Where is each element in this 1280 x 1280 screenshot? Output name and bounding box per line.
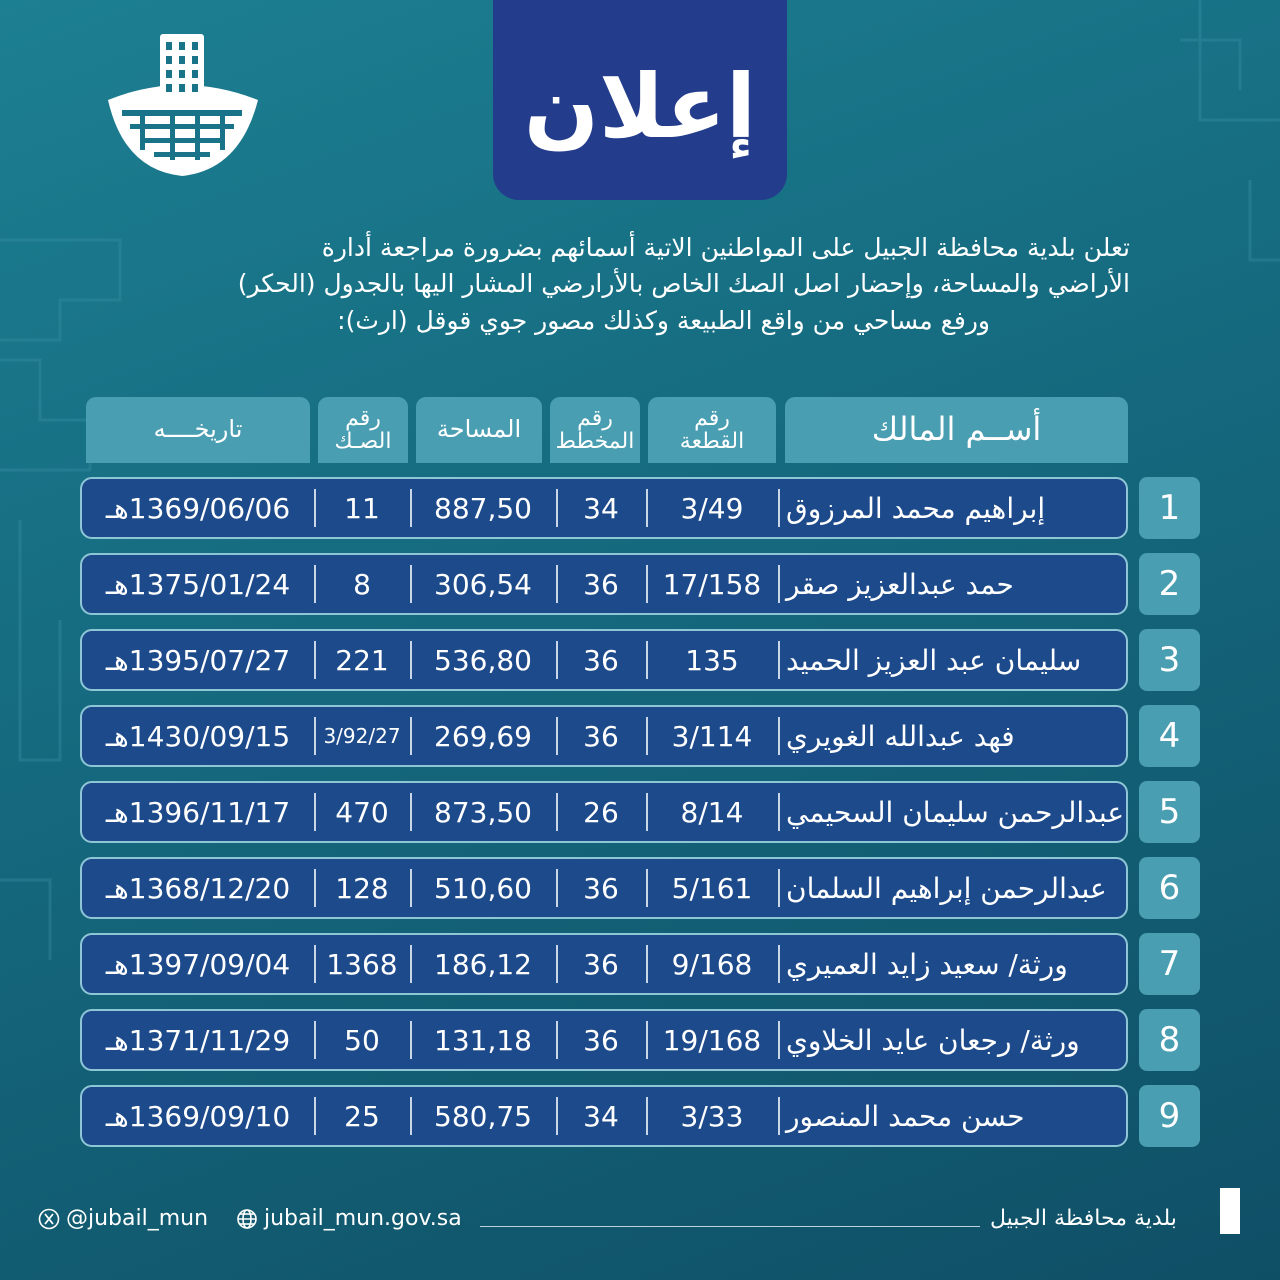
column-divider bbox=[646, 717, 648, 755]
plan-cell: 36 bbox=[583, 1023, 619, 1057]
owner-name: سليمان عبد العزيز الحميد bbox=[786, 643, 1082, 677]
column-divider bbox=[410, 793, 412, 831]
row-number: 4 bbox=[1139, 705, 1200, 767]
column-divider bbox=[646, 641, 648, 679]
date-cell: 1375/01/24هـ bbox=[105, 567, 291, 601]
footer-municipality: بلدية محافظة الجبيل bbox=[990, 1206, 1177, 1231]
area-cell: 536,80 bbox=[434, 643, 532, 677]
table-row bbox=[80, 1085, 1128, 1147]
area-cell: 306,54 bbox=[434, 567, 532, 601]
column-divider bbox=[410, 945, 412, 983]
table-row bbox=[80, 781, 1128, 843]
owner-name: عبدالرحمن سليمان السحيمي bbox=[786, 795, 1125, 829]
column-divider bbox=[314, 641, 316, 679]
intro-line: الأراضي والمساحة، وإحضار اصل الصك الخاص بالأرارضي المشار اليها بالجدول (الحكر) bbox=[237, 269, 1130, 299]
column-divider bbox=[314, 1021, 316, 1059]
row-number: 5 bbox=[1139, 781, 1200, 843]
column-divider bbox=[314, 945, 316, 983]
social-handle: @jubail_mun bbox=[66, 1206, 209, 1231]
owner-name: حمد عبدالعزيز صقر bbox=[786, 567, 1014, 601]
plot-cell: 17/158 bbox=[662, 567, 762, 601]
column-divider bbox=[410, 489, 412, 527]
table-row bbox=[80, 1009, 1128, 1071]
column-divider bbox=[410, 565, 412, 603]
column-divider bbox=[646, 793, 648, 831]
row-number: 2 bbox=[1139, 553, 1200, 615]
area-cell: 873,50 bbox=[434, 795, 532, 829]
area-cell: 269,69 bbox=[434, 719, 532, 753]
date-cell: 1368/12/20هـ bbox=[105, 871, 291, 905]
owner-name: فهد عبدالله الغويري bbox=[786, 719, 1015, 753]
column-divider bbox=[778, 1021, 780, 1059]
table-row bbox=[80, 553, 1128, 615]
date-cell: 1430/09/15هـ bbox=[105, 719, 291, 753]
row-number: 1 bbox=[1139, 477, 1200, 539]
municipality-logo bbox=[100, 30, 265, 180]
column-divider bbox=[556, 717, 558, 755]
column-divider bbox=[646, 1097, 648, 1135]
owner-name: حسن محمد المنصور bbox=[786, 1099, 1025, 1133]
footer-social-link[interactable] bbox=[38, 1206, 208, 1231]
column-divider bbox=[314, 869, 316, 907]
deed-cell: 221 bbox=[335, 643, 389, 677]
deed-cell: 8 bbox=[353, 567, 371, 601]
table-row bbox=[80, 705, 1128, 767]
column-divider bbox=[556, 793, 558, 831]
column-divider bbox=[410, 1021, 412, 1059]
column-divider bbox=[646, 1021, 648, 1059]
column-divider bbox=[778, 641, 780, 679]
title-banner bbox=[493, 0, 787, 200]
page-title: إعلان bbox=[523, 55, 757, 158]
table-row bbox=[80, 933, 1128, 995]
column-divider bbox=[314, 565, 316, 603]
area-cell: 887,50 bbox=[434, 491, 532, 525]
plan-cell: 36 bbox=[583, 947, 619, 981]
column-divider bbox=[646, 945, 648, 983]
column-divider bbox=[778, 869, 780, 907]
area-cell: 131,18 bbox=[434, 1023, 532, 1057]
website-text: jubail_mun.gov.sa bbox=[264, 1206, 462, 1231]
header-owner: أســم المالك bbox=[785, 397, 1128, 463]
deed-cell: 470 bbox=[335, 795, 389, 829]
column-divider bbox=[778, 793, 780, 831]
column-divider bbox=[314, 717, 316, 755]
date-cell: 1396/11/17هـ bbox=[105, 795, 291, 829]
date-cell: 1371/11/29هـ bbox=[105, 1023, 291, 1057]
owner-name: إبراهيم محمد المرزوق bbox=[786, 491, 1046, 525]
column-divider bbox=[556, 641, 558, 679]
footer-divider bbox=[480, 1226, 980, 1227]
deed-cell: 25 bbox=[344, 1099, 380, 1133]
area-cell: 510,60 bbox=[434, 871, 532, 905]
table-row bbox=[80, 477, 1128, 539]
deed-cell: 3/92/27 bbox=[323, 724, 401, 748]
area-cell: 186,12 bbox=[434, 947, 532, 981]
date-cell: 1397/09/04هـ bbox=[105, 947, 291, 981]
column-divider bbox=[556, 869, 558, 907]
plan-cell: 36 bbox=[583, 871, 619, 905]
row-number: 9 bbox=[1139, 1085, 1200, 1147]
column-divider bbox=[314, 1097, 316, 1135]
footer bbox=[0, 1180, 1280, 1250]
owner-name: ورثة/ رجعان عايد الخلاوي bbox=[786, 1023, 1080, 1057]
header-date: تاريخــــه bbox=[86, 397, 310, 463]
column-divider bbox=[556, 1021, 558, 1059]
plot-cell: 5/161 bbox=[671, 871, 753, 905]
plot-cell: 19/168 bbox=[662, 1023, 762, 1057]
column-divider bbox=[556, 1097, 558, 1135]
date-cell: 1395/07/27هـ bbox=[105, 643, 291, 677]
deed-cell: 11 bbox=[344, 491, 380, 525]
column-divider bbox=[410, 869, 412, 907]
column-divider bbox=[778, 489, 780, 527]
column-divider bbox=[314, 489, 316, 527]
column-divider bbox=[778, 1097, 780, 1135]
plot-cell: 3/33 bbox=[680, 1099, 744, 1133]
plot-cell: 3/114 bbox=[671, 719, 753, 753]
area-cell: 580,75 bbox=[434, 1099, 532, 1133]
deed-cell: 128 bbox=[335, 871, 389, 905]
plot-cell: 135 bbox=[685, 643, 739, 677]
owner-name: ورثة/ سعيد زايد العميري bbox=[786, 947, 1068, 981]
plan-cell: 36 bbox=[583, 567, 619, 601]
intro-line: تعلن بلدية محافظة الجبيل على المواطنين الاتية أسمائهم بضرورة مراجعة أدارة bbox=[321, 233, 1130, 262]
plot-cell: 8/14 bbox=[680, 795, 744, 829]
column-divider bbox=[410, 641, 412, 679]
column-divider bbox=[646, 565, 648, 603]
date-cell: 1369/06/06هـ bbox=[105, 491, 291, 525]
intro-line: ورفع مساحي من واقع الطبيعة وكذلك مصور جوي قوقل (ارث): bbox=[337, 305, 990, 335]
globe-icon bbox=[236, 1208, 258, 1230]
header-plot-number: رقم القطعة bbox=[648, 397, 776, 463]
row-number: 8 bbox=[1139, 1009, 1200, 1071]
column-divider bbox=[646, 869, 648, 907]
column-divider bbox=[410, 717, 412, 755]
column-divider bbox=[778, 565, 780, 603]
column-divider bbox=[556, 945, 558, 983]
plan-cell: 26 bbox=[583, 795, 619, 829]
column-divider bbox=[778, 945, 780, 983]
column-divider bbox=[410, 1097, 412, 1135]
footer-accent-bar bbox=[1220, 1188, 1240, 1234]
deed-cell: 1368 bbox=[326, 947, 398, 981]
row-number: 6 bbox=[1139, 857, 1200, 919]
header-plan-number: رقم المخطط bbox=[550, 397, 640, 463]
owner-name: عبدالرحمن إبراهيم السلمان bbox=[786, 871, 1107, 905]
plan-cell: 36 bbox=[583, 719, 619, 753]
footer-website-link[interactable] bbox=[236, 1206, 462, 1231]
column-divider bbox=[314, 793, 316, 831]
plan-cell: 34 bbox=[583, 491, 619, 525]
header-deed-number: رقم الصـك bbox=[318, 397, 408, 463]
header-area: المساحة bbox=[416, 397, 542, 463]
table-row bbox=[80, 629, 1128, 691]
column-divider bbox=[778, 717, 780, 755]
row-number: 7 bbox=[1139, 933, 1200, 995]
row-number: 3 bbox=[1139, 629, 1200, 691]
announcement-text bbox=[150, 230, 1130, 339]
plot-cell: 3/49 bbox=[680, 491, 744, 525]
date-cell: 1369/09/10هـ bbox=[105, 1099, 291, 1133]
column-divider bbox=[556, 565, 558, 603]
table-row bbox=[80, 857, 1128, 919]
deed-cell: 50 bbox=[344, 1023, 380, 1057]
plan-cell: 34 bbox=[583, 1099, 619, 1133]
plot-cell: 9/168 bbox=[671, 947, 753, 981]
column-divider bbox=[646, 489, 648, 527]
x-icon bbox=[38, 1208, 60, 1230]
plan-cell: 36 bbox=[583, 643, 619, 677]
column-divider bbox=[556, 489, 558, 527]
